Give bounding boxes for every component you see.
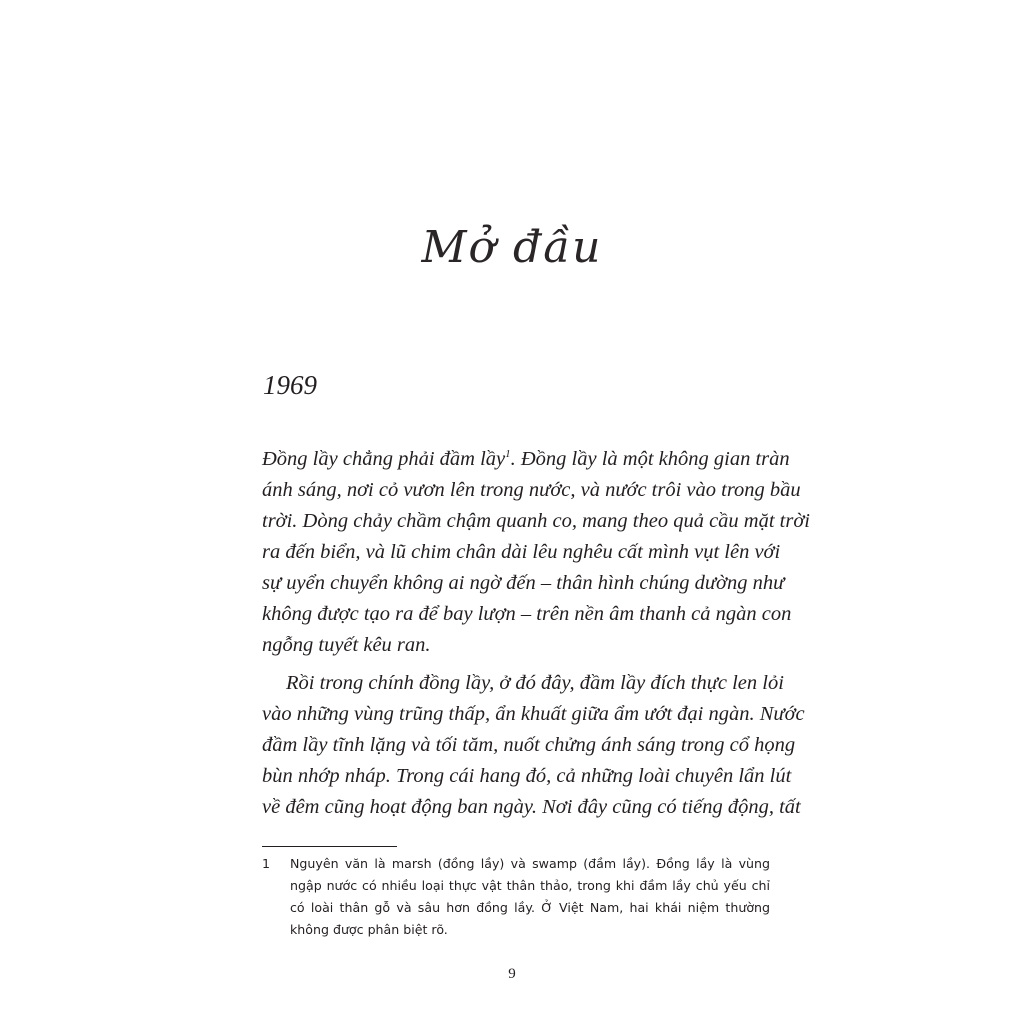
text-line: ánh sáng, nơi cỏ vươn lên trong nước, và nước trôi vào trong bầu [262, 479, 801, 501]
text-line: đầm lầy tĩnh lặng và tối tăm, nuốt chửng ánh sáng trong cổ họng [262, 734, 796, 756]
footnote-line: không được phân biệt rõ. [290, 922, 448, 937]
text-line: trời. Dòng chảy chầm chậm quanh co, mang theo quả cầu mặt trời [262, 510, 810, 532]
footnote-number: 1 [262, 856, 271, 871]
section-year: 1969 [263, 370, 317, 400]
text-line: ra đến biển, và lũ chim chân dài lêu nghêu cất mình vụt lên với [262, 541, 781, 563]
footnote-divider [262, 846, 397, 847]
text-span: Đồng lầy chẳng phải đầm lầy [262, 448, 506, 470]
footnote-line: có loài thân gỗ và sâu hơn đồng lầy. Ở Việt Nam, hai khái niệm thường [290, 900, 770, 915]
text-line: không được tạo ra để bay lượn – trên nền âm thanh cả ngàn con [262, 603, 792, 625]
footnote-line: ngập nước có nhiều loại thực vật thân thảo, trong khi đầm lầy chủ yếu chỉ [290, 878, 770, 893]
text-line: Rồi trong chính đồng lầy, ở đó đây, đầm lầy đích thực len lỏi [286, 672, 784, 694]
footnote [262, 853, 770, 941]
body-text [262, 444, 810, 823]
chapter-title: Mở đầu [421, 222, 603, 273]
text-line: bùn nhớp nháp. Trong cái hang đó, cả những loài chuyên lẩn lút [262, 765, 792, 787]
page-number: 9 [508, 966, 516, 982]
text-line: về đêm cũng hoạt động ban ngày. Nơi đây cũng có tiếng động, tất [262, 796, 801, 818]
text-line [262, 444, 790, 475]
footnote-line: Nguyên văn là marsh (đồng lầy) và swamp (đầm lầy). Đồng lầy là vùng [290, 856, 770, 871]
footnote-ref[interactable]: 1 [505, 448, 511, 461]
text-line: sự uyển chuyển không ai ngờ đến – thân hình chúng dường như [262, 572, 785, 594]
text-line: ngỗng tuyết kêu ran. [262, 634, 431, 656]
text-span: . Đồng lầy là một không gian tràn [510, 448, 790, 470]
text-line: vào những vùng trũng thấp, ẩn khuất giữa ẩm ướt đại ngàn. Nước [262, 703, 805, 725]
